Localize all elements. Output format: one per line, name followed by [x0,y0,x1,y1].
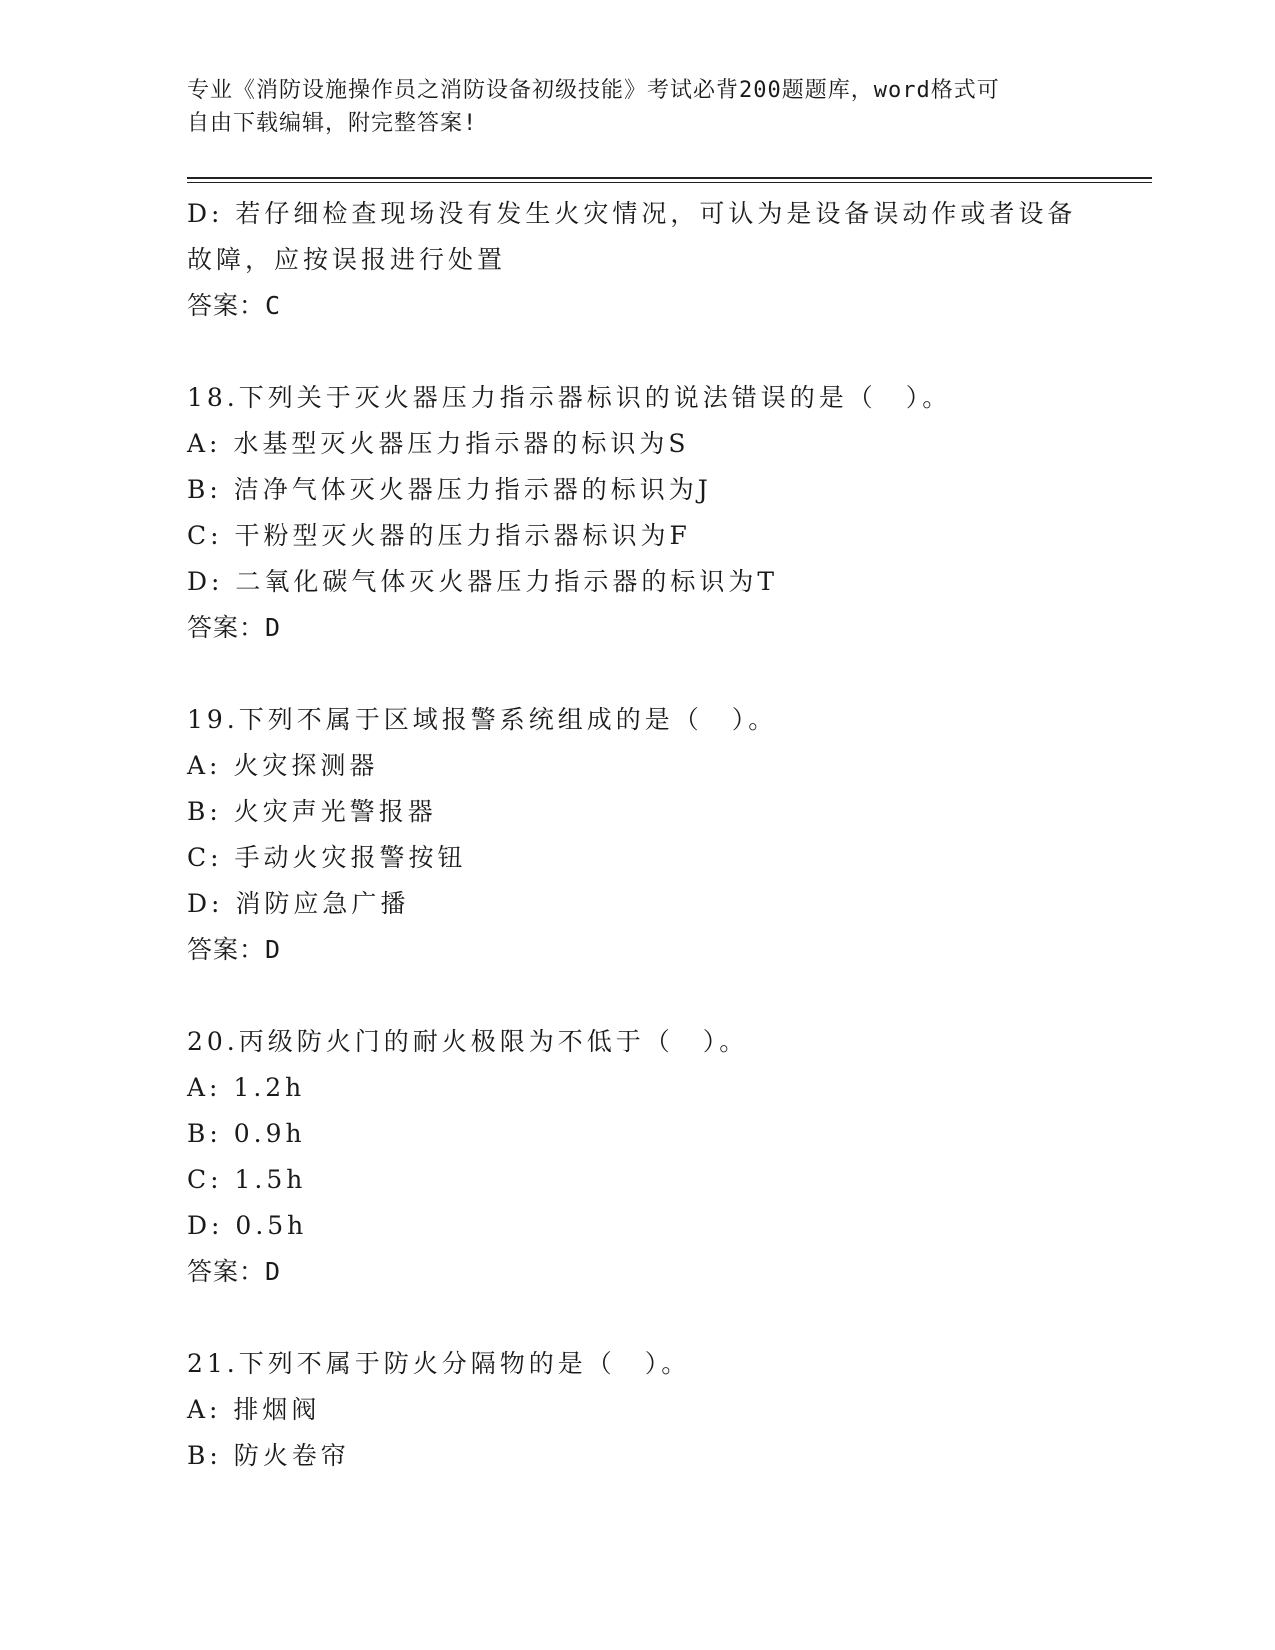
option-a: A: 水基型灭火器压力指示器的标识为S [187,429,690,458]
question-20 [187,1019,1107,1295]
question-21 [187,1341,1107,1479]
option-a: A: 1.2h [187,1073,306,1102]
header-line-2: 自由下载编辑，附完整答案! [187,111,478,136]
option-d: D: 二氧化碳气体灭火器压力指示器的标识为T [187,567,779,596]
option-c: C: 手动火灾报警按钮 [187,843,467,872]
answer-line: 答案：D [187,613,282,642]
question-19 [187,697,1107,973]
header-divider-thin [187,182,1152,183]
header-line-1: 专业《消防设施操作员之消防设备初级技能》考试必背200题题库，word格式可 [187,78,1000,103]
answer-line: 答案：D [187,1257,282,1286]
question-spacer [187,1295,1107,1341]
option-c: C: 干粉型灭火器的压力指示器标识为F [187,521,691,550]
question-17-tail [187,191,1107,329]
answer-line: 答案：C [187,291,282,320]
option-d-continued: 故障，应按误报进行处置 [187,245,507,274]
question-spacer [187,651,1107,697]
header-divider-thick [187,177,1152,179]
answer-line: 答案：D [187,935,282,964]
option-a: A: 火灾探测器 [187,751,379,780]
option-b: B: 0.9h [187,1119,306,1148]
option-a: A: 排烟阀 [187,1395,321,1424]
document-header [187,74,1087,140]
question-text: 21.下列不属于防火分隔物的是（ ）。 [187,1349,691,1378]
question-text: 18.下列关于灭火器压力指示器标识的说法错误的是（ ）。 [187,383,952,412]
question-text: 19.下列不属于区域报警系统组成的是（ ）。 [187,705,778,734]
option-d: D: 0.5h [187,1211,308,1240]
document-body [187,191,1107,1479]
option-b: B: 火灾声光警报器 [187,797,437,826]
question-text: 20.丙级防火门的耐火极限为不低于（ ）。 [187,1027,749,1056]
option-b: B: 洁净气体灭火器压力指示器的标识为J [187,475,712,504]
question-18 [187,375,1107,651]
question-spacer [187,973,1107,1019]
option-d: D: 消防应急广播 [187,889,410,918]
option-c: C: 1.5h [187,1165,307,1194]
option-b: B: 防火卷帘 [187,1441,350,1470]
option-d: D: 若仔细检查现场没有发生火灾情况，可认为是设备误动作或者设备 [187,199,1077,228]
question-spacer [187,329,1107,375]
